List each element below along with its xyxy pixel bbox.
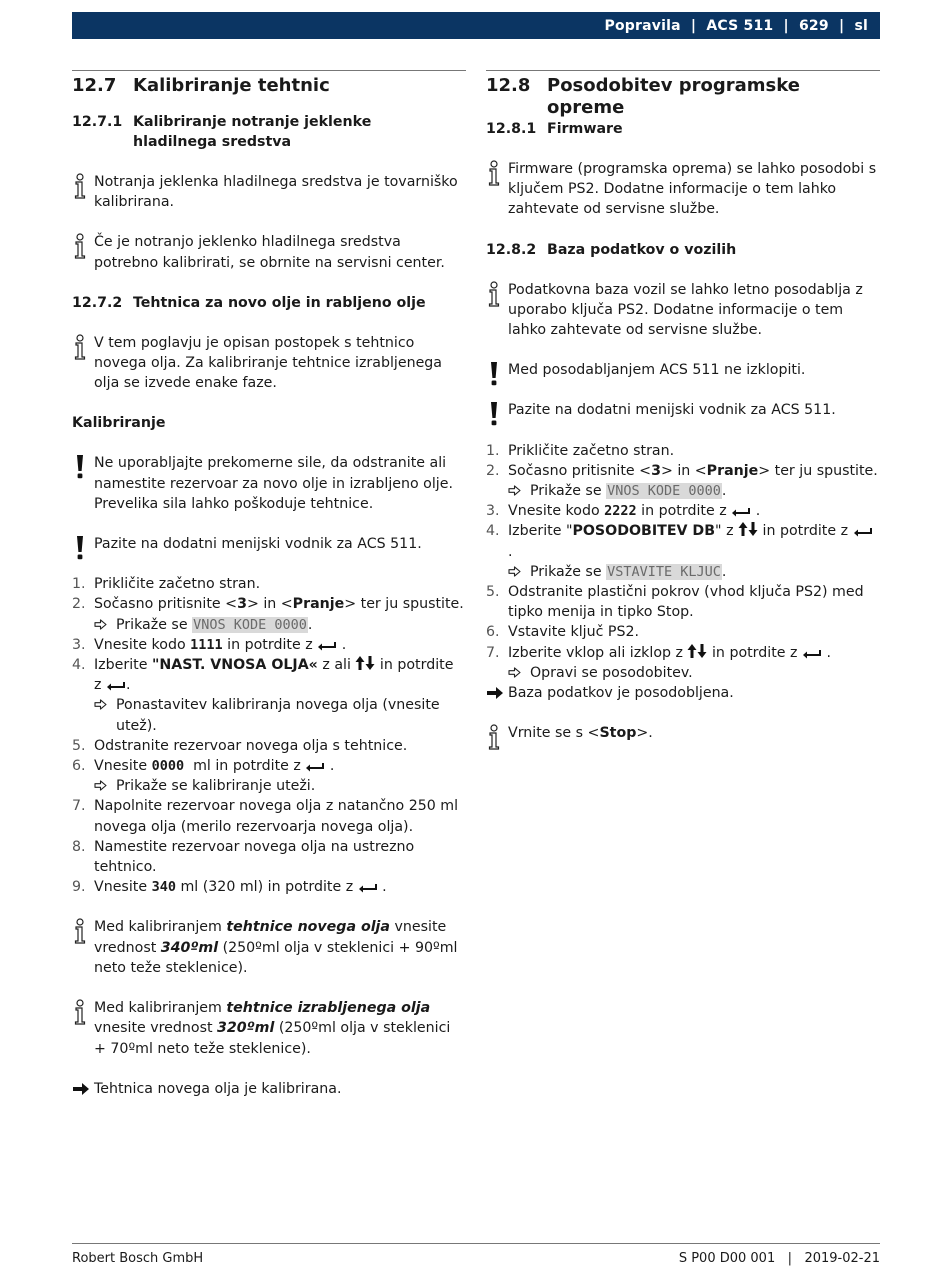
enter-key-icon: [305, 762, 325, 772]
list-item: 4. Izberite "NAST. VNOSA OLJA« z ali in potrdite z .: [72, 657, 454, 694]
warning-note: Med posodabljanjem ACS 511 ne izklopiti.: [486, 360, 880, 380]
header-separator: |: [838, 17, 845, 34]
info-icon: [72, 233, 88, 259]
info-icon: [72, 999, 88, 1025]
header-separator: |: [783, 17, 789, 34]
subsection-heading-12-7-2: 12.7.2 Tehtnica za novo olje in rabljeno olje: [72, 294, 426, 311]
footer-rule: [72, 1243, 880, 1244]
warning-icon: [486, 401, 502, 427]
enter-key-icon: [358, 883, 378, 893]
info-note: Notranja jeklenka hladilnega sredstva je tovarniško kalibrirana.: [72, 172, 466, 212]
list-item: 3. Vnesite kodo 2222 in potrdite z .: [486, 503, 761, 520]
up-arrow-icon: [738, 521, 748, 537]
enter-key-icon: [106, 681, 126, 691]
list-item: 2. Sočasno pritisnite <3> in <Pranje> ter ju spustite.: [72, 596, 464, 613]
warning-note: Ne uporabljajte prekomerne sile, da odstranite ali namestite rezervoar za novo olje in izrabljeno olje. Prevelika sila lahko poškoduje tehtnice.: [72, 453, 466, 514]
warning-icon: [72, 454, 88, 480]
list-item: 5. Odstranite plastični pokrov (vhod ključa PS2) med tipko menija in tipko Stop.: [486, 584, 864, 621]
info-note: Firmware (programska oprema) se lahko posodobi s ključem PS2. Dodatne informacije o tem lahko zahtevate od servisne službe.: [486, 159, 880, 220]
subsection-heading-12-7-1: 12.7.1 Kalibriranje notranje jeklenke hladilnega sredstva: [72, 114, 372, 150]
footer-doc-info: [679, 1251, 880, 1266]
warning-note: Pazite na dodatni menijski vodnik za ACS 511.: [486, 400, 880, 420]
info-icon: [72, 918, 88, 944]
result-line: Tehtnica novega olja je kalibrirana.: [72, 1079, 466, 1099]
right-column: [486, 70, 880, 743]
list-item: 4. Izberite "POSODOBITEV DB" z in potrdite z .: [486, 521, 880, 561]
down-arrow-icon: [365, 655, 375, 671]
enter-key-icon: [731, 507, 751, 517]
footer-doc-number: S P00 D00 001: [678, 1251, 776, 1266]
page-header-bar: [72, 12, 880, 39]
calibration-heading: Kalibriranje: [72, 415, 166, 432]
warning-icon: [72, 535, 88, 561]
sub-arrow-icon: [94, 619, 107, 630]
subsection-heading-12-8-2: 12.8.2 Baza podatkov o vozilih: [486, 241, 737, 258]
info-icon: [486, 160, 502, 186]
display-text: VSTAVITE KLJUC: [607, 563, 721, 580]
warning-icon: [486, 361, 502, 387]
list-item: 7. Izberite vklop ali izklop z in potrdite z .: [486, 644, 832, 661]
left-column: [72, 70, 466, 1099]
section-heading-12-7: 12.7 Kalibriranje tehtnic: [72, 75, 330, 96]
section-rule: [72, 70, 466, 71]
footer-separator: |: [787, 1251, 793, 1266]
info-icon: [72, 334, 88, 360]
footer-company: Robert Bosch GmbH: [72, 1251, 204, 1266]
header-title: Popravila: [604, 17, 681, 34]
info-icon: [486, 281, 502, 307]
section-heading-12-8: 12.8 Posodobitev programske opreme: [486, 75, 800, 118]
list-subitem: Prikaže se kalibriranje uteži.: [72, 776, 466, 796]
info-icon: [486, 724, 502, 750]
list-subitem: Opravi se posodobitev.: [486, 663, 880, 683]
info-note: Če je notranjo jeklenko hladilnega sredstva potrebno kalibrirati, se obrnite na servisni center.: [72, 232, 466, 272]
info-note: Med kalibriranjem tehtnice novega olja vnesite vrednost 340ºml (250ºml olja v steklenici + 90ºml neto teže steklenice).: [72, 917, 466, 978]
display-text: VNOS KODE 0000: [193, 616, 307, 633]
info-note: V tem poglavju je opisan postopek s tehtnico novega olja. Za kalibriranje tehtnice izrabljenega olja se izvede enake faze.: [72, 333, 466, 394]
list-subitem: Prikaže se VNOS KODE 0000.: [486, 481, 880, 501]
list-item: 9. Vnesite 340 ml (320 ml) in potrdite z .: [72, 879, 387, 896]
result-line: Baza podatkov je posodobljena.: [486, 683, 880, 703]
enter-key-icon: [317, 641, 337, 651]
sub-arrow-icon: [508, 667, 521, 678]
header-language: sl: [854, 17, 868, 34]
sub-arrow-icon: [508, 566, 521, 577]
list-item: 6. Vnesite 0000 ml in potrdite z .: [72, 758, 335, 775]
list-item: 6. Vstavite ključ PS2.: [486, 624, 639, 641]
step-list: [72, 574, 466, 897]
enter-key-icon: [802, 649, 822, 659]
down-arrow-icon: [748, 521, 758, 537]
list-item: 7. Napolnite rezervoar novega olja z natančno 250 ml novega olja (merilo rezervoarja novega olja).: [72, 798, 459, 835]
result-arrow-icon: [72, 1082, 90, 1096]
list-item: 8. Namestite rezervoar novega olja na ustrezno tehtnico.: [72, 838, 415, 876]
display-text: VNOS KODE 0000: [607, 483, 721, 500]
info-icon: [72, 173, 88, 199]
up-arrow-icon: [687, 643, 697, 659]
list-item: 2. Sočasno pritisnite <3> in <Pranje> ter ju spustite.: [486, 462, 878, 479]
down-arrow-icon: [697, 643, 707, 659]
header-product: ACS 511: [706, 17, 774, 34]
up-arrow-icon: [355, 655, 365, 671]
enter-key-icon: [853, 527, 873, 537]
subsection-heading-12-8-1: 12.8.1 Firmware: [486, 121, 623, 137]
footer-date: 2019-02-21: [804, 1251, 880, 1266]
list-item: 3. Vnesite kodo 1111 in potrdite z .: [72, 636, 347, 653]
list-item: 1. Prikličite začetno stran.: [72, 576, 261, 593]
step-list: [486, 441, 880, 683]
list-item: 5. Odstranite rezervoar novega olja s tehtnice.: [72, 737, 408, 754]
sub-arrow-icon: [94, 780, 107, 791]
header-page-number: 629: [798, 17, 829, 34]
info-note: Podatkovna baza vozil se lahko letno posodablja z uporabo ključa PS2. Dodatne informacije o tem lahko zahtevate od servisne službe.: [486, 280, 880, 341]
list-subitem: Prikaže se VSTAVITE KLJUC.: [486, 562, 880, 582]
sub-arrow-icon: [508, 485, 521, 496]
info-note: Med kalibriranjem tehtnice izrabljenega olja vnesite vrednost 320ºml (250ºml olja v steklenici + 70ºml neto teže steklenice).: [72, 998, 466, 1059]
result-arrow-icon: [486, 686, 504, 700]
list-item: 1. Prikličite začetno stran.: [486, 442, 675, 459]
sub-arrow-icon: [94, 699, 107, 710]
list-subitem: Ponastavitev kalibriranja novega olja (vnesite utež).: [72, 695, 466, 735]
info-note: Vrnite se s <Stop>.: [486, 723, 880, 743]
header-separator: |: [690, 17, 697, 34]
section-rule: [486, 70, 880, 71]
warning-note: Pazite na dodatni menijski vodnik za ACS 511.: [72, 534, 466, 554]
list-subitem: Prikaže se VNOS KODE 0000.: [72, 615, 466, 635]
